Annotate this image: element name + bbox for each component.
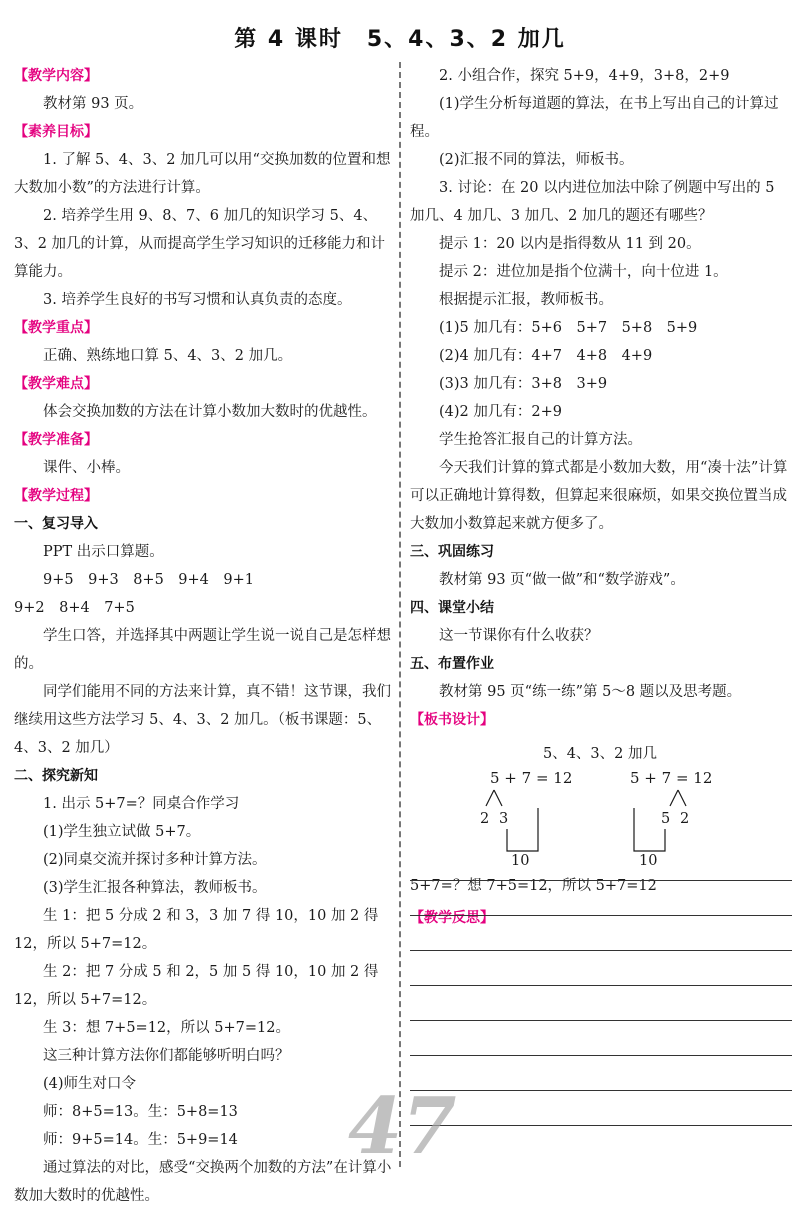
step-1: 1. 出示 5+7=？同桌合作学习 <box>43 796 240 812</box>
step-1a: (1)学生独立试做 5+7。 <box>43 824 201 840</box>
goal-2: 2. 培养学生用 9、8、7、6 加几的知识学习 5、4、3、2 加几的计算，从而提高学生学习知识的迁移能力和计算能力。 <box>14 208 386 280</box>
left-split-2: 3 <box>499 811 509 827</box>
left-branch-1 <box>486 790 494 806</box>
reflection-line[interactable] <box>410 880 792 881</box>
section-tag-goal: 【素养目标】 <box>14 124 98 140</box>
left-bracket <box>507 808 538 851</box>
dialog-1: 师：8+5=13。生：5+8=13 <box>43 1104 238 1120</box>
heading-recap: 四、课堂小结 <box>410 600 494 616</box>
hint-1: 提示 1：20 以内是指得数从 11 到 20。 <box>439 236 701 252</box>
key-point: 正确、熟练地口算 5、4、3、2 加几。 <box>43 348 293 364</box>
compare-text: 通过算法的对比，感受“交换两个加数的方法”在计算小数加大数时的优越性。 <box>14 1160 392 1204</box>
reflection-line[interactable] <box>410 950 792 951</box>
right-ten: 10 <box>639 853 658 869</box>
page-title: 第 4 课时 5、4、3、2 加几 <box>234 27 566 52</box>
list-4: (2)4 加几有：4+7 4+8 4+9 <box>439 348 653 364</box>
reflection-line[interactable] <box>410 1125 792 1126</box>
section-tag-board: 【板书设计】 <box>410 712 494 728</box>
praise-text: 同学们能用不同的方法来计算，真不错！这节课，我们继续用这些方法学习 5、4、3、2 加几。（板书课题：5、4、3、2 加几） <box>14 684 391 756</box>
board-design <box>410 734 790 904</box>
understand-question: 这三种计算方法你们都能够听明白吗？ <box>43 1048 290 1064</box>
list-2: (4)2 加几有：2+9 <box>439 404 562 420</box>
dialog-2: 师：9+5=14。生：5+9=14 <box>43 1132 238 1148</box>
board-title: 5、4、3、2 加几 <box>542 746 657 762</box>
oral-answer: 学生口答，并选择其中两题让学生说一说自己是怎样想的。 <box>14 628 391 672</box>
step-1b: (2)同桌交流并探讨多种计算方法。 <box>43 852 267 868</box>
section-tag-content: 【教学内容】 <box>14 68 98 84</box>
left-column <box>14 62 392 1210</box>
ppt-line: PPT 出示口算题。 <box>43 544 164 560</box>
student-1: 生 1：把 5 分成 2 和 3，3 加 7 得 10，10 加 2 得 12，所以 5+7=12。 <box>14 908 379 952</box>
calc-row-1: 9+5 9+3 8+5 9+4 9+1 <box>43 572 255 588</box>
heading-explore: 二、探究新知 <box>14 768 98 784</box>
heading-practice: 三、巩固练习 <box>410 544 494 560</box>
difficulty: 体会交换加数的方法在计算小数加大数时的优越性。 <box>43 404 377 420</box>
right-branch-1 <box>670 790 678 806</box>
student-2: 生 2：把 7 分成 5 和 2，5 加 5 得 10，10 加 2 得 12，所以 5+7=12。 <box>14 964 379 1008</box>
step-2a: (1)学生分析每道题的算法，在书上写出自己的计算过程。 <box>410 96 779 140</box>
board-equation-left: 5 + 7 = 12 <box>490 769 573 787</box>
board-equation-right: 5 + 7 = 12 <box>630 769 713 787</box>
summary-text: 今天我们计算的算式都是小数加大数，用“凑十法”计算可以正确地计算得数，但算起来很麻烦，如果交换位置当成大数加小数算起来就方便多了。 <box>410 460 788 532</box>
reflection-line[interactable] <box>410 915 792 916</box>
right-split-1: 5 <box>661 811 671 827</box>
student-3: 生 3：想 7+5=12，所以 5+7=12。 <box>43 1020 290 1036</box>
heading-homework: 五、布置作业 <box>410 656 494 672</box>
report-text: 根据提示汇报，教师板书。 <box>439 292 613 308</box>
section-tag-reflection: 【教学反思】 <box>410 910 494 926</box>
calc-row-2: 9+2 8+4 7+5 <box>14 600 135 616</box>
left-split-1: 2 <box>480 811 490 827</box>
section-tag-difficulty: 【教学难点】 <box>14 376 98 392</box>
goal-1: 1. 了解 5、4、3、2 加几可以用“交换加数的位置和想大数加小数”的方法进行计算。 <box>14 152 391 196</box>
section-tag-process: 【教学过程】 <box>14 488 98 504</box>
preparation: 课件、小棒。 <box>43 460 130 476</box>
column-divider <box>399 62 401 1167</box>
step-1d: (4)师生对口令 <box>43 1076 137 1092</box>
rush-answer: 学生抢答汇报自己的计算方法。 <box>439 432 642 448</box>
homework-text: 教材第 95 页“练一练”第 5～8 题以及思考题。 <box>439 684 742 700</box>
right-split-2: 2 <box>680 811 690 827</box>
list-5: (1)5 加几有：5+6 5+7 5+8 5+9 <box>439 320 698 336</box>
right-branch-2 <box>678 790 686 806</box>
section-tag-prep: 【教学准备】 <box>14 432 98 448</box>
step-2b: (2)汇报不同的算法，师板书。 <box>439 152 634 168</box>
board-split-diagram <box>410 734 790 874</box>
left-branch-2 <box>494 790 502 806</box>
teaching-content: 教材第 93 页。 <box>43 96 144 112</box>
step-2: 2. 小组合作，探究 5+9，4+9，3+8，2+9 <box>439 68 730 84</box>
hint-2: 提示 2：进位加是指个位满十，向十位进 1。 <box>439 264 728 280</box>
practice-text: 教材第 93 页“做一做”和“数学游戏”。 <box>439 572 685 588</box>
recap-text: 这一节课你有什么收获？ <box>439 628 599 644</box>
right-column <box>410 62 790 932</box>
reflection-line[interactable] <box>410 1090 792 1091</box>
reflection-line[interactable] <box>410 985 792 986</box>
page-number: 47 <box>348 1081 457 1172</box>
section-tag-key: 【教学重点】 <box>14 320 98 336</box>
goal-3: 3. 培养学生良好的书写习惯和认真负责的态度。 <box>43 292 352 308</box>
reflection-line[interactable] <box>410 1020 792 1021</box>
heading-review: 一、复习导入 <box>14 516 98 532</box>
list-3: (3)3 加几有：3+8 3+9 <box>439 376 608 392</box>
step-1c: (3)学生汇报各种算法，教师板书。 <box>43 880 267 896</box>
step-3: 3. 讨论：在 20 以内进位加法中除了例题中写出的 5 加几、4 加几、3 加几、2 加几的题还有哪些？ <box>410 180 775 224</box>
reflection-line[interactable] <box>410 1055 792 1056</box>
board-note: 5+7=？想 7+5=12，所以 5+7=12 <box>410 878 657 894</box>
left-ten: 10 <box>511 853 530 869</box>
